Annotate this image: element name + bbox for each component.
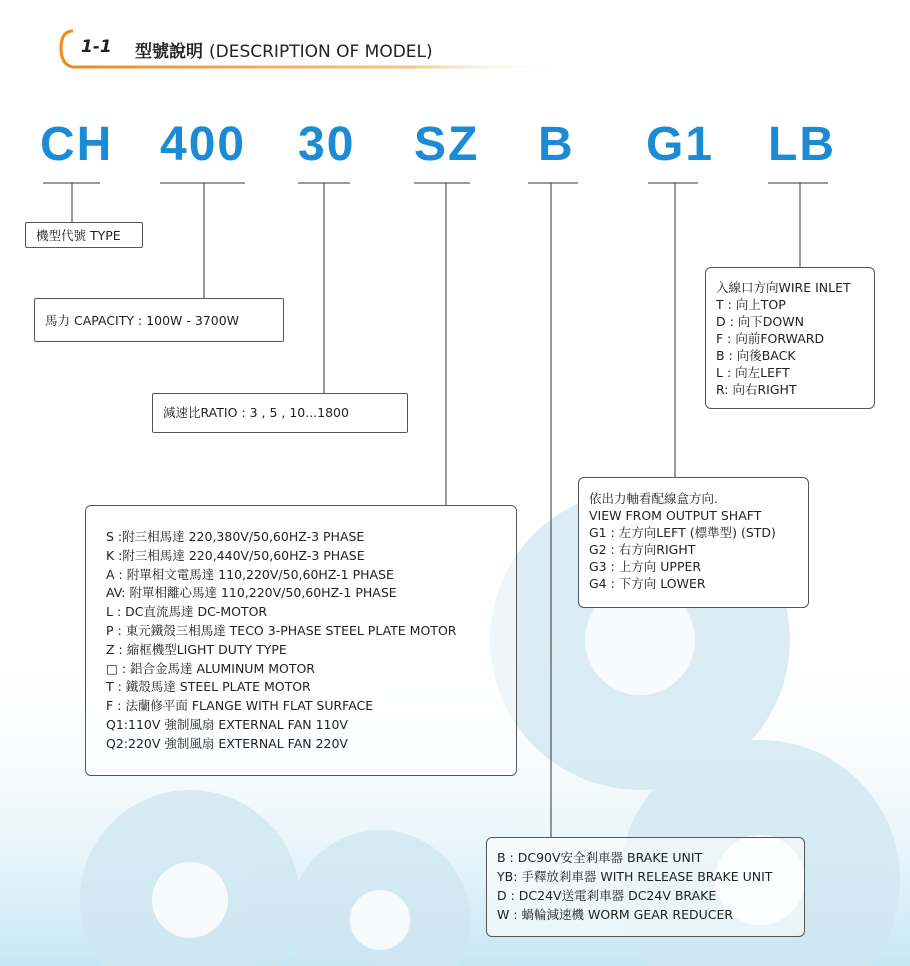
- motor-item: □ : 鋁合金馬達 ALUMINUM MOTOR: [106, 660, 315, 676]
- ratio-label: 減速比RATIO : 3 , 5 , 10...1800: [163, 405, 349, 420]
- motor-item: T : 鐵殼馬達 STEEL PLATE MOTOR: [106, 679, 311, 695]
- motor-type-box: [85, 505, 517, 776]
- code-inlet: LB: [768, 118, 836, 171]
- inlet-item: D : 向下DOWN: [716, 314, 804, 329]
- motor-item: K :附三相馬達 220,440V/50,60HZ-3 PHASE: [106, 547, 365, 563]
- brake-box: [486, 837, 805, 937]
- section-number: 1-1: [81, 37, 112, 57]
- inlet-item: F : 向前FORWARD: [716, 331, 825, 346]
- direction-subtitle: VIEW FROM OUTPUT SHAFT: [589, 508, 762, 523]
- code-type: CH: [40, 118, 114, 171]
- direction-title: 依出力軸看配線盒方向.: [589, 491, 718, 506]
- output-direction-box: [578, 477, 809, 608]
- inlet-item: T : 向上TOP: [716, 297, 786, 312]
- section-title-en: (DESCRIPTION OF MODEL): [209, 42, 433, 62]
- motor-item: A : 附單相文電馬達 110,220V/50,60HZ-1 PHASE: [106, 566, 394, 582]
- wire-inlet-box: [705, 267, 875, 409]
- inlet-item: B : 向後BACK: [716, 348, 796, 363]
- code-brake: B: [538, 118, 575, 171]
- motor-item: F : 法蘭修平面 FLANGE WITH FLAT SURFACE: [106, 698, 374, 714]
- brake-item: B : DC90V安全剎車器 BRAKE UNIT: [497, 850, 703, 865]
- motor-item: L : DC直流馬達 DC-MOTOR: [106, 604, 268, 620]
- ratio-box: [152, 393, 408, 433]
- motor-item: Z : 縮框機型LIGHT DUTY TYPE: [106, 641, 287, 657]
- direction-item: G3 : 上方向 UPPER: [589, 559, 702, 574]
- inlet-item: R: 向右RIGHT: [716, 382, 797, 397]
- direction-item: G4 : 下方向 LOWER: [589, 576, 706, 591]
- capacity-label: 馬力 CAPACITY : 100W - 3700W: [45, 313, 240, 328]
- direction-item: G2 : 右方向RIGHT: [589, 542, 696, 557]
- motor-item: S :附三相馬達 220,380V/50,60HZ-3 PHASE: [106, 529, 365, 544]
- code-capacity: 400: [160, 118, 247, 171]
- brake-item: D : DC24V送電剎車器 DC24V BRAKE: [497, 888, 717, 903]
- section-header: [55, 25, 565, 71]
- motor-item: P : 東元鐵殼三相馬達 TECO 3-PHASE STEEL PLATE MOTOR: [106, 622, 457, 638]
- direction-item: G1 : 左方向LEFT (標準型) (STD): [589, 525, 776, 540]
- code-ratio: 30: [298, 118, 356, 171]
- code-direction: G1: [646, 118, 715, 171]
- type-box: [25, 222, 143, 248]
- motor-item: Q1:110V 強制風扇 EXTERNAL FAN 110V: [106, 716, 348, 732]
- brake-item: W : 蝸輪減速機 WORM GEAR REDUCER: [497, 907, 734, 922]
- motor-item: AV: 附單相離心馬達 110,220V/50,60HZ-1 PHASE: [106, 585, 397, 601]
- brake-item: YB: 手釋放剎車器 WITH RELEASE BRAKE UNIT: [497, 869, 773, 884]
- motor-item: Q2:220V 強制風扇 EXTERNAL FAN 220V: [106, 735, 348, 751]
- capacity-box: [34, 298, 284, 342]
- inlet-item: L : 向左LEFT: [716, 365, 790, 380]
- type-label: 機型代號 TYPE: [36, 228, 121, 243]
- inlet-title: 入線口方向WIRE INLET: [716, 280, 851, 295]
- code-motor: SZ: [414, 118, 480, 171]
- section-title: 型號說明 (DESCRIPTION OF MODEL): [135, 42, 433, 62]
